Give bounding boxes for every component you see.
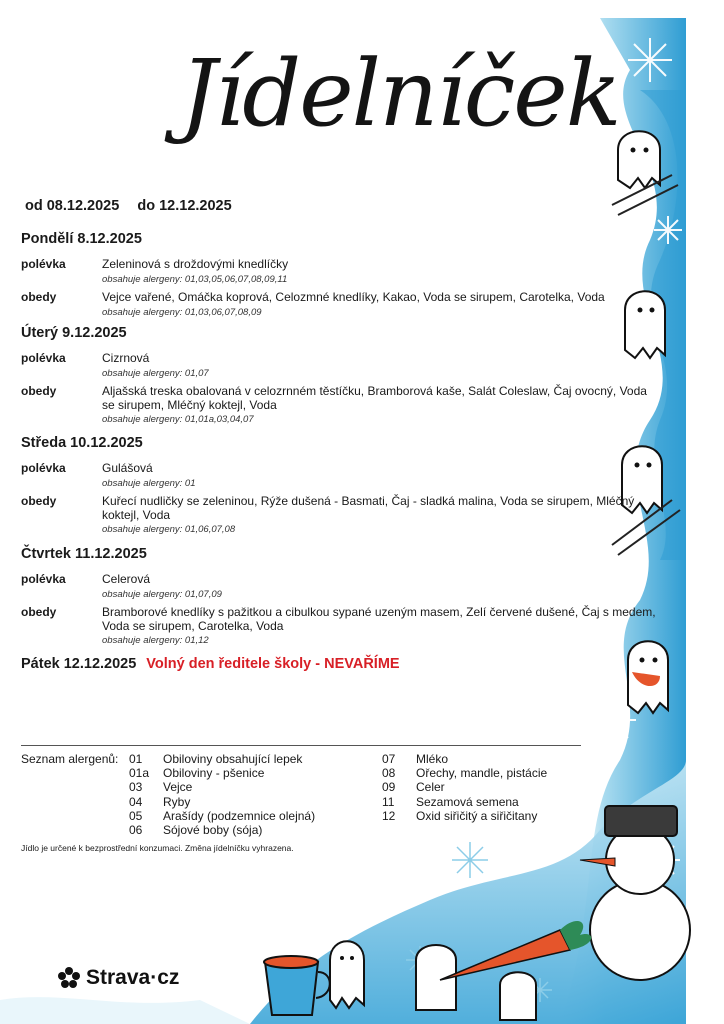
closed-notice: Volný den ředitele školy - NEVAŘÍME — [146, 656, 400, 672]
day-section-friday — [21, 656, 661, 683]
meal-description: Gulášová — [102, 461, 153, 475]
meal-label: polévka — [21, 572, 66, 586]
allergen-row — [129, 752, 389, 766]
meal-allergens: obsahuje alergeny: 01,12 — [102, 635, 209, 646]
meal-soup — [21, 573, 661, 601]
meal-description: Kuřecí nudličky se zeleninou, Rýže dušená - Basmati, Čaj - sladká malina, Voda se sirupem, Mléčný koktejl, Voda — [102, 494, 635, 522]
day-section-thursday — [21, 546, 661, 653]
allergen-code: 11 — [382, 794, 395, 809]
allergen-row — [382, 809, 622, 823]
meal-allergens: obsahuje alergeny: 01,03,05,06,07,08,09,11 — [102, 273, 288, 285]
allergen-code: 08 — [382, 766, 396, 781]
allergen-name: Obiloviny obsahující lepek — [163, 752, 303, 766]
meal-soup — [21, 352, 661, 380]
meal-lunch — [21, 495, 661, 537]
allergen-code: 12 — [382, 808, 396, 823]
allergen-row — [129, 795, 389, 809]
allergen-code: 03 — [129, 780, 143, 795]
strava-logo[interactable] — [58, 966, 179, 990]
page-title: Jídelníček — [180, 40, 620, 147]
date-to: do 12.12.2025 — [137, 198, 232, 214]
meal-description: Aljašská treska obalovaná v celozrnném těstíčku, Bramborová kaše, Salát Coleslaw, Čaj ovocný, Voda se sirupem, Mléčný koktejl, Voda — [102, 384, 647, 412]
date-from: od 08.12.2025 — [25, 198, 120, 214]
allergen-row — [382, 795, 622, 809]
meal-soup — [21, 462, 661, 490]
allergen-code: 09 — [382, 780, 396, 795]
meal-allergens: obsahuje alergeny: 01,01a,03,04,07 — [102, 414, 254, 425]
allergen-code: 06 — [129, 823, 143, 838]
allergen-column-1 — [129, 752, 389, 837]
allergen-row — [129, 780, 389, 794]
allergen-row — [129, 809, 389, 823]
meal-description: Celerová — [102, 572, 151, 586]
meal-description: Bramborové knedlíky s pažitkou a cibulkou sypané uzeným masem, Zelí červené dušené, Čaj s medem, Voda se sirupem, Carotelka, Voda — [102, 605, 656, 633]
allergen-name: Mléko — [416, 752, 449, 766]
meal-label: obedy — [21, 384, 57, 398]
allergen-name: Ořechy, mandle, pistácie — [416, 766, 548, 781]
footer-note: Jídlo je určené k bezprostřední konzumaci. Změna jídelníčku vyhrazena. — [21, 843, 294, 853]
day-title-text: Pátek 12.12.2025 — [21, 656, 137, 672]
meal-label: obedy — [21, 605, 57, 619]
allergen-code: 05 — [129, 808, 143, 823]
meal-lunch — [21, 606, 661, 648]
meal-label: polévka — [21, 257, 66, 271]
meal-label: obedy — [21, 494, 57, 508]
meal-description: Zeleninová s droždovými knedlíčky — [102, 257, 289, 271]
allergen-row — [382, 780, 622, 794]
allergen-name: Obiloviny - pšenice — [163, 766, 265, 781]
day-title: Čtvrtek 11.12.2025 — [21, 546, 147, 562]
meal-allergens: obsahuje alergeny: 01,07,09 — [102, 588, 222, 600]
meal-lunch — [21, 291, 661, 319]
flower-icon — [58, 967, 80, 989]
meal-label: polévka — [21, 351, 66, 365]
day-section-wednesday — [21, 435, 661, 542]
allergen-name: Vejce — [163, 780, 193, 795]
allergen-code: 01 — [129, 752, 143, 766]
day-title — [21, 656, 661, 672]
allergen-row — [129, 823, 389, 837]
allergen-name: Sójové boby (sója) — [163, 823, 263, 838]
meal-description: Cizrnová — [102, 351, 150, 365]
allergen-row — [129, 766, 389, 780]
day-title: Středa 10.12.2025 — [21, 435, 143, 451]
allergen-column-2 — [382, 752, 622, 823]
meal-lunch — [21, 385, 661, 427]
allergen-legend-heading: Seznam alergenů: — [21, 752, 119, 766]
meal-label: polévka — [21, 461, 66, 475]
allergen-name: Ryby — [163, 794, 191, 809]
meal-allergens: obsahuje alergeny: 01,06,07,08 — [102, 524, 236, 535]
day-section-monday — [21, 231, 661, 324]
allergen-name: Sezamová semena — [416, 794, 519, 809]
date-range — [25, 198, 232, 214]
day-title: Úterý 9.12.2025 — [21, 325, 127, 341]
allergen-name: Oxid siřičitý a siřičitany — [416, 808, 538, 823]
meal-allergens: obsahuje alergeny: 01 — [102, 477, 196, 489]
allergen-row — [382, 766, 622, 780]
divider — [21, 745, 581, 746]
day-section-tuesday — [21, 325, 661, 432]
meal-soup — [21, 258, 661, 286]
allergen-code: 04 — [129, 794, 143, 809]
meal-allergens: obsahuje alergeny: 01,07 — [102, 367, 209, 379]
meal-allergens: obsahuje alergeny: 01,03,06,07,08,09 — [102, 306, 262, 318]
allergen-name: Arašídy (podzemnice olejná) — [163, 808, 316, 823]
allergen-code: 07 — [382, 752, 396, 766]
allergen-name: Celer — [416, 780, 445, 795]
meal-label: obedy — [21, 290, 57, 304]
meal-description: Vejce vařené, Omáčka koprová, Celozmné knedlíky, Kakao, Voda se sirupem, Carotelka, Voda — [102, 290, 605, 304]
allergen-code: 01a — [129, 766, 150, 781]
allergen-row — [382, 752, 622, 766]
logo-text: Strava·cz — [86, 966, 180, 989]
day-title: Pondělí 8.12.2025 — [21, 231, 142, 247]
